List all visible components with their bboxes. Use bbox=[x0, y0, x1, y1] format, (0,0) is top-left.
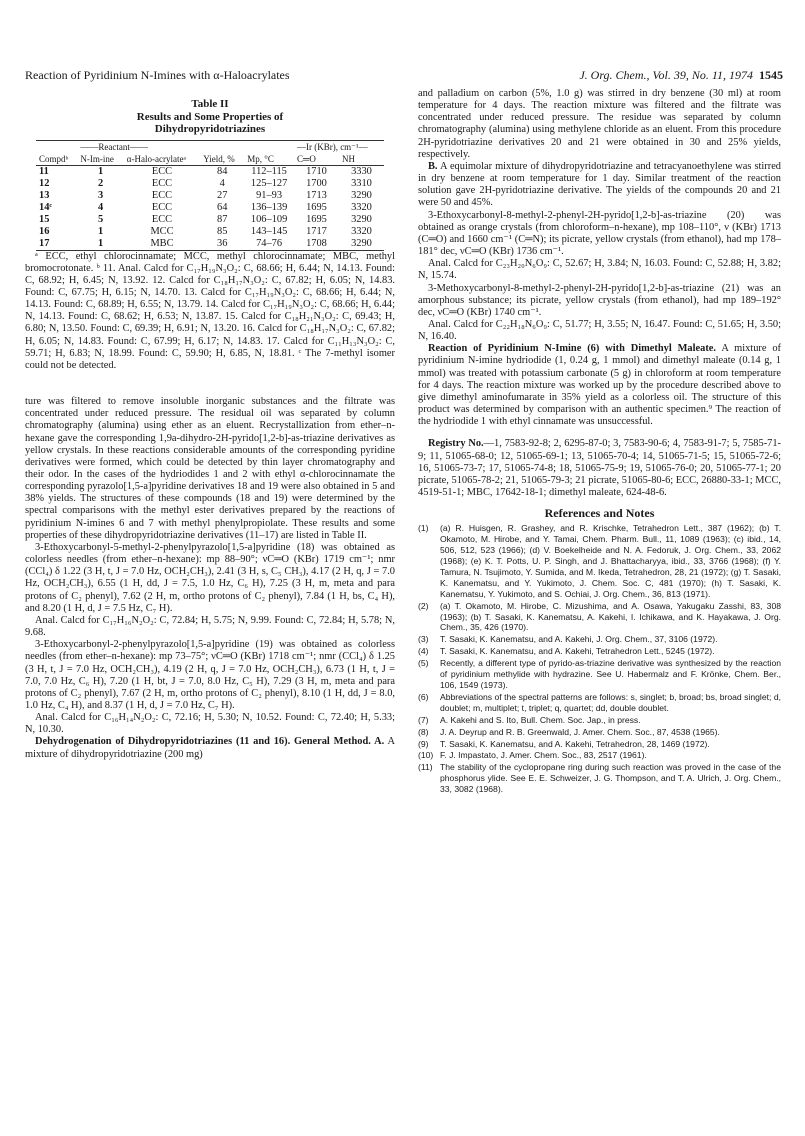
table-cell: 64 bbox=[217, 201, 228, 213]
reference-text: Recently, a different type of pyrido-as-triazine derivative was synthesized by the reaction of pyridinium methylide with hydrazine. See U. Habermalz and F. Krönke, Chem. Ber., 106, 1549 (1973). bbox=[440, 658, 781, 690]
table-cell: 87 bbox=[217, 213, 228, 225]
table-cell: 1717 bbox=[306, 225, 327, 237]
table-cell: ECC bbox=[151, 165, 173, 177]
column-header: Yield, % bbox=[200, 153, 244, 166]
table-row bbox=[36, 238, 384, 251]
table-cell: 112–115 bbox=[251, 165, 287, 177]
left-column bbox=[25, 88, 395, 761]
table-cell: 27 bbox=[217, 189, 228, 201]
table-cell: MCC bbox=[150, 225, 174, 237]
body-paragraph: Anal. Calcd for C₂₃H₂₀N₆O₉: C, 52.67; H, 3.84; N, 16.03. Found: C, 52.88; H, 3.82; N, 15.74. bbox=[418, 258, 781, 282]
body-paragraph: Anal. Calcd for C₁₇H₁₆N₂O₂: C, 72.84; H, 5.75; N, 9.99. Found: C, 72.84; H, 5.78; N, 9.68. bbox=[25, 614, 395, 639]
table-cell: 12 bbox=[39, 177, 50, 189]
body-paragraph: 3-Ethoxycarbonyl-5-methyl-2-phenylpyrazolo[1,5-a]pyridine (18) was obtained as colorless needles (from ether–n-hexane): mp 88–90°; νC═O (KBr) 1719 cm⁻¹; nmr (CCl₄) δ 1.22 (3 H, t, J = 7.0 Hz, OCH₂CH₃), 2.41 (3 H, s, C₅ CH₃), 4.17 (2 H, q, J = 7.0 Hz, OCH₂CH₃), 6.55 (1 H, dd, J = 7.5, 1.0 Hz, C₆ H), 7.25 (3 H, m, meta and para protons of C₂ phenyl), 7.62 (2 H, m, ortho protons of C₂ phenyl), 7.84 (1 H, bs, C₄ H), and 8.20 (1 H, d, J = 7.5 Hz, C₇ H). bbox=[25, 541, 395, 614]
dehydrogenation-text: A mixture of dihydropyridotriazine (200 mg) bbox=[25, 736, 395, 760]
table-cell: ECC bbox=[151, 213, 173, 225]
table-cell: 1 bbox=[97, 225, 104, 237]
table-row bbox=[36, 178, 384, 190]
column-header: C═O bbox=[294, 153, 339, 166]
table-row bbox=[36, 190, 384, 202]
table-row bbox=[36, 202, 384, 214]
reaction-text: A mixture of pyridinium N-imine hydriodide (1, 0.24 g, 1 mmol) and dimethyl maleate (0.14 g, 1 mmol) was treated with potassium carbonate (5 g) in chloroform at room temperature for 4 days. The reaction mixture was worked up by the procedure described above to give dimethyl aminofumarate in 35% yield as a colorless oil. The structure of this product was determined by comparison with an authentic specimen.⁹ The reaction of the hydriodide 1 with ethyl cinnamate was unsuccessful. bbox=[418, 343, 782, 428]
table-cell: 3290 bbox=[351, 213, 372, 225]
table-cell: 16 bbox=[39, 225, 50, 237]
column-header: Mp, °C bbox=[244, 153, 294, 166]
reference-item bbox=[418, 601, 781, 634]
reference-number: (11) bbox=[418, 762, 433, 773]
reactant-group-header: ——Reactant—— bbox=[77, 140, 200, 153]
reference-item bbox=[418, 658, 781, 691]
table-cell: 2 bbox=[97, 177, 104, 189]
reference-text: T. Sasaki, K. Kanematsu, and A. Kakehi, Tetrahedron, 28, 1469 (1972). bbox=[440, 738, 710, 749]
reference-text: (a) R. Huisgen, R. Grashey, and R. Krischke, Tetrahedron Lett., 387 (1962); (b) T. Okamoto, M. Hirobe, and Y. Tamai, Chem. Pharm. Bull., 11, 1089 (1963); (c) ibid., 14, 506, 512, 523 (1966); (d) V. Boekelheide and N. A. Fedoruk, J. Org. Chem., 33, 2062 (1968); (e) K. T. Potts, U. P. Singh, and J. Bhattacharyya, ibid., 33, 3766 (1968); (f) Y. Tamura, N. Tsujimoto, Y. Sumida, and M. Ikeda, Tetrahedron, 28, 21 (1972); (g) T. Sasaki, K. Kanematsu, and Y. Yukimoto, J. Chem. Soc. C, 481 (1970); (h) T. Sasaki, K. Kanematsu, Y. Yukimoto, and S. Ochiai, J. Org. Chem., 36, 813 (1971). bbox=[440, 523, 781, 599]
reference-item bbox=[418, 750, 781, 761]
reference-text: T. Sasaki, K. Kanematsu, and A. Kakehi, Tetrahedron Lett., 5245 (1972). bbox=[440, 646, 715, 657]
table-cell: 5 bbox=[97, 213, 104, 225]
method-b-text: A equimolar mixture of dihydropyridotriazine and tetracyanoethylene was stirred in dry benzene at room temperature for 1 day. Similar treatment of the reaction solution gave 2H-pyridotriazine derivative. The yields of the compounds 20 and 21 were 50 and 45%. bbox=[418, 160, 781, 209]
reference-item bbox=[418, 646, 781, 657]
column-header: Compdᵇ bbox=[36, 153, 77, 166]
table-cell: 1708 bbox=[294, 238, 339, 251]
table-cell: 74–76 bbox=[244, 238, 294, 251]
table-cell: 3320 bbox=[351, 201, 372, 213]
column-header: NH bbox=[339, 153, 384, 166]
compound-data-text bbox=[418, 210, 781, 344]
reference-item bbox=[418, 727, 781, 738]
reference-text: Abbreviations of the spectral patterns are follows: s, singlet; b, broad; bs, broad singlet; d, doublet; m, multiplet; t, triplet; q, quartet; dd, double doublet. bbox=[440, 691, 781, 713]
reference-text: A. Kakehi and S. Ito, Bull. Chem. Soc. Jap., in press. bbox=[440, 714, 641, 725]
reference-number: (7) bbox=[418, 714, 429, 725]
reference-number: (3) bbox=[418, 634, 429, 645]
body-paragraph: 3-Ethoxycarbonyl-8-methyl-2-phenyl-2H-pyrido[1,2-b]-as-triazine (20) was obtained as orange crystals (from chloroform–n-hexane), mp 108–110°, ν (KBr) 1713 (C═O) and 1660 cm⁻¹ (C═N); its picrate, yellow crystals (from ethanol), had mp 178–181° dec, νC═O (KBr) 1736 cm⁻¹. bbox=[418, 209, 781, 258]
reference-number: (4) bbox=[418, 646, 429, 657]
body-paragraph: ture was filtered to remove insoluble inorganic substances and the filtrate was concentrated under reduced pressure. The residual oil was separated by column chromatography (alumina) using ether as an eluent. Recrystallization from ether–n-hexane gave the corresponding 1,9a-dihydro-2H-pyrido[1,2-b]-as-triazine derivatives as yellow crystals. In these reactions considerable amounts of the corresponding pyridine derivatives were formed, which could be detected by thin layer chromatography and their odor. In the cases of the hydriodides 1 and 2 with ethyl α-chlorocinnamate the corresponding pyrazolo[1,5-a]pyridine derivatives 18 and 19 were also obtained in 5 and 38% yields. The structures of these compounds (18 and 19) were determined by the spectral comparisons with the methyl ester derivatives prepared by the reactions of pyridinium N-imines 6 and 7 with methyl phenylpropiolate. These results and some properties of these dihydropyridotriazine derivatives (11–17) are listed in Table II. bbox=[25, 396, 395, 541]
table-cell: ECC bbox=[151, 201, 173, 213]
table-cell: 1695 bbox=[306, 201, 327, 213]
table-caption-line2: Dihydropyridotriazines bbox=[154, 123, 266, 135]
table-cell: 3 bbox=[97, 189, 104, 201]
table-cell: 1 bbox=[77, 238, 123, 251]
table-cell: ECC bbox=[151, 177, 173, 189]
reference-number: (2) bbox=[418, 600, 429, 611]
table-cell: 4 bbox=[97, 201, 104, 213]
body-paragraph: and palladium on carbon (5%, 1.0 g) was stirred in dry benzene (30 ml) at room temperature for 4 days. The reaction mixture was filtered and the filtrate was concentrated under reduced pressure. The residue was separated by column chromatography (alumina) using methylene chloride as an eluent. From this procedure 2H-pyridotriazine derivatives 20 and 21 were obtained in 30 and 25% yields, respectively. bbox=[418, 88, 781, 160]
table-cell: 11 bbox=[39, 165, 49, 177]
ir-group-header: —Ir (KBr), cm⁻¹— bbox=[294, 140, 384, 153]
table-cell: MBC bbox=[124, 238, 200, 251]
reference-number: (5) bbox=[418, 658, 429, 669]
table-cell: 106–109 bbox=[250, 213, 288, 225]
reference-text: F. J. Impastato, J. Amer. Chem. Soc., 83, 2517 (1961). bbox=[440, 750, 647, 761]
reference-text: The stability of the cyclopropane ring during such reaction was proved in the case of the phosphorus ylide. See E. E. Schweizer, J. G. Thompson, and T. A. Ulrich, J. Org. Chem., 33, 3082 (1968). bbox=[440, 762, 781, 795]
registry-text: —1, 7583-92-8; 2, 6295-87-0; 3, 7583-90-6; 4, 7583-91-7; 5, 7585-71-9; 11, 51065-68-0; 12, 51065-69-1; 13, 51065-70-4; 14, 51065-71-5; 15, 51065-72-6; 16, 51065-73-7; 17, 51065-74-8; 18, 51065-75-9; 19, 51065-76-0; 20, 51065-77-1; 20 picrate, 51065-78-2; 21, 51065-79-3; 21 picrate, 51065-80-6; ECC, 26880-33-1; MCC, 4519-51-1; MBC, 17642-18-1; dimethyl maleate, 624-48-6. bbox=[418, 438, 782, 498]
table-cell: ECC bbox=[151, 189, 173, 201]
table-title bbox=[25, 98, 395, 136]
reference-item bbox=[418, 523, 781, 599]
table-row bbox=[36, 214, 384, 226]
table-cell: 3330 bbox=[351, 165, 372, 177]
references-list bbox=[418, 523, 781, 795]
table-cell: 13 bbox=[39, 189, 50, 201]
table-cell: 36 bbox=[200, 238, 244, 251]
reference-item bbox=[418, 634, 781, 645]
references-title: References and Notes bbox=[544, 506, 655, 521]
table-cell: 136–139 bbox=[250, 201, 288, 213]
table-cell: 84 bbox=[217, 165, 228, 177]
table-cell: 85 bbox=[217, 225, 228, 237]
dehydrogenation-paragraph bbox=[25, 736, 395, 760]
dehydrogenation-heading: Dehydrogenation of Dihydropyridotriazines (11 and 16). General Method. A. bbox=[35, 736, 385, 748]
column-header: N-Im-ine bbox=[77, 153, 123, 166]
table-row bbox=[36, 165, 384, 178]
table-cell: 17 bbox=[36, 238, 77, 251]
table-cell: 3310 bbox=[351, 177, 372, 189]
reference-number: (1) bbox=[418, 523, 429, 534]
table-caption-line1: Results and Some Properties of bbox=[136, 110, 284, 123]
right-body-text bbox=[418, 88, 781, 161]
column-header: α-Halo-acrylateᵃ bbox=[124, 153, 200, 166]
table-header-row bbox=[36, 153, 384, 166]
table-cell: 125–127 bbox=[250, 177, 288, 189]
reaction-heading: Reaction of Pyridinium N-Imine (6) with Dimethyl Maleate. bbox=[428, 343, 716, 355]
right-column bbox=[418, 88, 781, 796]
page-number: 1545 bbox=[759, 68, 783, 82]
reference-number: (8) bbox=[418, 726, 429, 737]
table-cell: 1 bbox=[97, 165, 104, 177]
reference-number: (9) bbox=[418, 738, 429, 749]
table-body bbox=[36, 165, 384, 250]
reference-text: J. A. Deyrup and R. B. Greenwald, J. Amer. Chem. Soc., 87, 4538 (1965). bbox=[440, 726, 720, 737]
method-b-label: B. bbox=[428, 160, 438, 172]
reference-item bbox=[418, 715, 781, 726]
reference-item bbox=[418, 762, 781, 795]
body-paragraph: 3-Methoxycarbonyl-8-methyl-2-phenyl-2H-pyrido[1,2-b]-as-triazine (21) was an amorphous substance; its picrate, yellow crystals (from ethanol), had mp 189–192° dec, νC═O (KBr) 1740 cm⁻¹. bbox=[418, 282, 781, 318]
reference-number: (6) bbox=[418, 691, 429, 702]
table-cell: 1710 bbox=[306, 165, 327, 177]
body-paragraph: 3-Ethoxycarbonyl-2-phenylpyrazolo[1,5-a]pyridine (19) was obtained as colorless needles (from ether–n-hexane): mp 73–75°; νC═O (KBr) 1718 cm⁻¹; nmr (CCl₄) δ 1.25 (3 H, t, J = 7.0 Hz, OCH₂CH₃), 4.19 (2 H, q, J = 7.0 Hz, OCH₂CH₃), 6.73 (1 H, t, J = 7.0, 7.0 Hz, C₆ H), 7.20 (1 H, bt, J = 7.0, 8.0 Hz, C₅ H), 7.29 (3 H, m, meta and para protons of C₂ phenyl), 7.67 (2 H, m, ortho protons of C₂ phenyl), 8.10 (1 H, dd, J = 8.0, 1.0 Hz, C₄ H), and 8.37 (1 H, d, J = 7.0 Hz, C₇ H). bbox=[25, 639, 395, 711]
left-body-text bbox=[25, 396, 395, 736]
reference-item bbox=[418, 739, 781, 750]
body-paragraph: Anal. Calcd for C₁₆H₁₄N₂O₂: C, 72.16; H, 5.30; N, 10.52. Found: C, 72.40; H, 5.33; N, 10.30. bbox=[25, 712, 395, 736]
reference-item bbox=[418, 692, 781, 714]
table-row bbox=[36, 226, 384, 238]
reference-text: (a) T. Okamoto, M. Hirobe, C. Mizushima, and A. Osawa, Yakugaku Zasshi, 83, 308 (1963); (b) T. Sasaki, K. Kanematsu, A. Kakehi, I. Ichikawa, and K. Hayakawa, J. Org. Chem., 35, 426 (1970). bbox=[440, 600, 781, 633]
running-header-title: Reaction of Pyridinium N-Imines with α-Haloacrylates bbox=[25, 68, 290, 82]
running-header-journal bbox=[579, 68, 783, 83]
reference-text: T. Sasaki, K. Kanematsu, and A. Kakehi, J. Org. Chem., 37, 3106 (1972). bbox=[440, 634, 718, 645]
method-b-paragraph bbox=[418, 161, 781, 210]
table-footnote: ᵃ ECC, ethyl chlorocinnamate; MCC, methyl chlorocinnamate; MBC, methyl bromocrotonate. ᵇ 11. Anal. Calcd for C₁₇H₁₉N₃O₂: C, 68.66; H, 6.44; N, 14.13. Found: C, 68.92; H, 6.45; N, 13.92. 12. Calcd for C₁₈H₁₇N₃O₂: C, 67.82; H, 6.05; N, 14.83. Found: C, 67.75; H, 6.15; N, 14.70. 13. Calcd for C₁₇H₁₉N₃O₂: C, 68.66; H, 6.44; N, 14.13. Found: C, 68.89; H, 6.55; N, 13.79. 14. Calcd for C₁₇H₁₉N₃O₂: C, 68.66; H, 6.44; N, 14.13. Found: C, 68.62; H, 6.53; N, 13.87. 15. Calcd for C₁₈H₂₁N₃O₂: C, 69.43; H, 6.80; N, 13.50. Found: C, 69.39; H, 6.91; N, 13.20. 16. Calcd for C₁₈H₁₇N₃O₂: C, 67.82; H, 6.05; N, 14.83. Found: C, 67.99; H, 6.17; N, 14.83. 17. Calcd for C₁₁H₁₃N₃O₂: C, 59.71; H, 6.83; N, 18.99. Found: C, 59.90; H, 6.85, N, 18.81. ᶜ The 7-methyl isomer could not be detected. bbox=[25, 250, 395, 371]
body-paragraph: Anal. Calcd for C₂₂H₁₈N₆O₉: C, 51.77; H, 3.55; N, 16.47. Found: C, 51.65; H, 3.50; N, 16.40. bbox=[418, 318, 781, 343]
registry-label: Registry No. bbox=[428, 438, 484, 450]
table-cell: 3290 bbox=[351, 189, 372, 201]
registry-paragraph bbox=[418, 438, 781, 499]
table-cell: 14ᶜ bbox=[39, 201, 53, 213]
table-cell: 91–93 bbox=[256, 189, 283, 201]
table-cell: 15 bbox=[39, 213, 50, 225]
table-label: Table II bbox=[191, 98, 229, 110]
journal-citation: J. Org. Chem., Vol. 39, No. 11, 1974 bbox=[579, 68, 753, 82]
table-cell: 4 bbox=[219, 177, 225, 189]
table-cell: 1713 bbox=[306, 189, 327, 201]
table-cell: 3320 bbox=[351, 225, 372, 237]
table-cell: 1700 bbox=[306, 177, 327, 189]
table-cell: 3290 bbox=[339, 238, 384, 251]
table-cell: 143–145 bbox=[250, 225, 288, 237]
table-cell: 1695 bbox=[306, 213, 327, 225]
results-table bbox=[36, 140, 384, 251]
reaction-paragraph bbox=[418, 343, 781, 428]
reference-number: (10) bbox=[418, 750, 434, 761]
